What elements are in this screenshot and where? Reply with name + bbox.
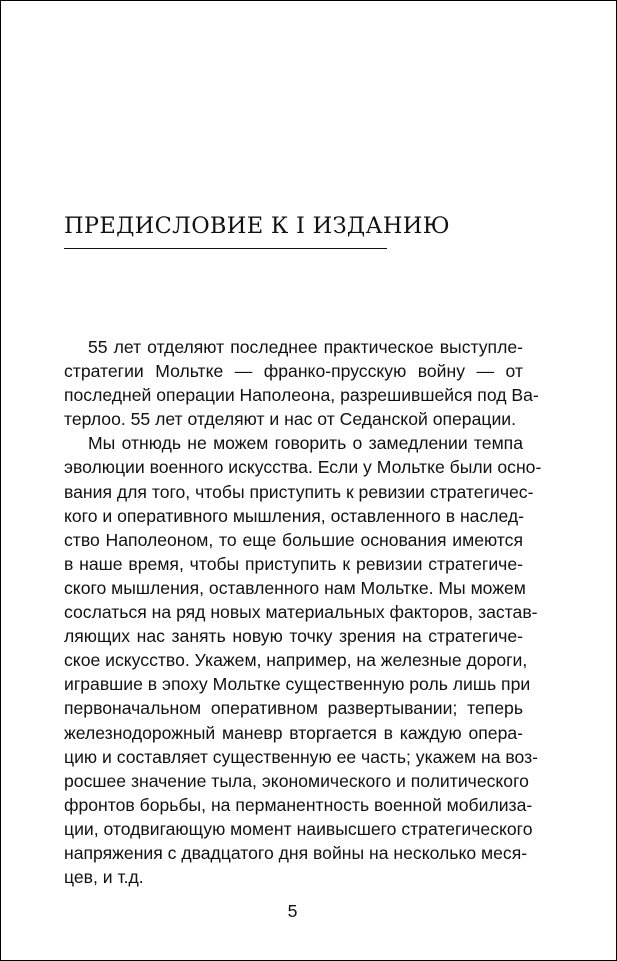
text-line: Мы отнюдь не можем говорить о замедлении темпа (88, 433, 523, 454)
page-number: 5 (287, 901, 298, 921)
chapter-title: ПРЕДИСЛОВИЕ К I ИЗДАНИЮ (64, 213, 450, 239)
text-line: ляющих нас занять новую точку зрения на стратегиче- (64, 626, 523, 647)
text-line: эволюции военного искусства. Если у Мольтке были осно- (64, 457, 542, 478)
text-line: росшее значение тыла, экономического и политического (64, 770, 529, 791)
text-line: цев, и т.д. (64, 867, 144, 888)
text-line: 55 лет отделяют последнее практическое выступле- (88, 337, 523, 357)
text-line: ции, отодвигающую момент наивысшего стратегического (64, 818, 533, 839)
text-line: сослаться на ряд новых материальных факторов, застав- (64, 602, 538, 623)
text-line: ского мышления, оставленного нам Мольтке. Мы можем (64, 577, 526, 598)
text-line: вания для того, чтобы приступить к ревизии стратегичес- (64, 481, 534, 502)
text-line: терлоо. 55 лет отделяют и нас от Седанской операции. (64, 409, 516, 430)
text-line: фронтов борьбы, на перманентность военной мобилиза- (64, 794, 533, 815)
title-underline (64, 248, 387, 249)
text-line: ство Наполеоном, то еще большие основания имеются (64, 529, 523, 550)
text-line: ское искусство. Укажем, например, на железные дороги, (64, 650, 528, 671)
text-line: игравшие в эпоху Мольтке существенную роль лишь при (64, 674, 531, 695)
text-line: стратегии Мольтке — франко-прусскую войну — от (64, 361, 523, 382)
text-line: в наше время, чтобы приступить к ревизии стратегиче- (64, 553, 523, 574)
text-line: цию и составляет существенную ее часть; укажем на воз- (64, 746, 539, 767)
text-line: кого и оперативного мышления, оставленного в наслед- (64, 505, 525, 526)
text-line: последней операции Наполеона, разрешившейся под Ва- (64, 385, 539, 406)
text-line: напряжения с двадцатого дня войны на несколько меся- (64, 842, 528, 863)
body-text (64, 335, 542, 889)
text-line: первоначальном оперативном развертывании; теперь (64, 698, 523, 719)
text-line: железнодорожный маневр вторгается в каждую опера- (64, 722, 523, 743)
